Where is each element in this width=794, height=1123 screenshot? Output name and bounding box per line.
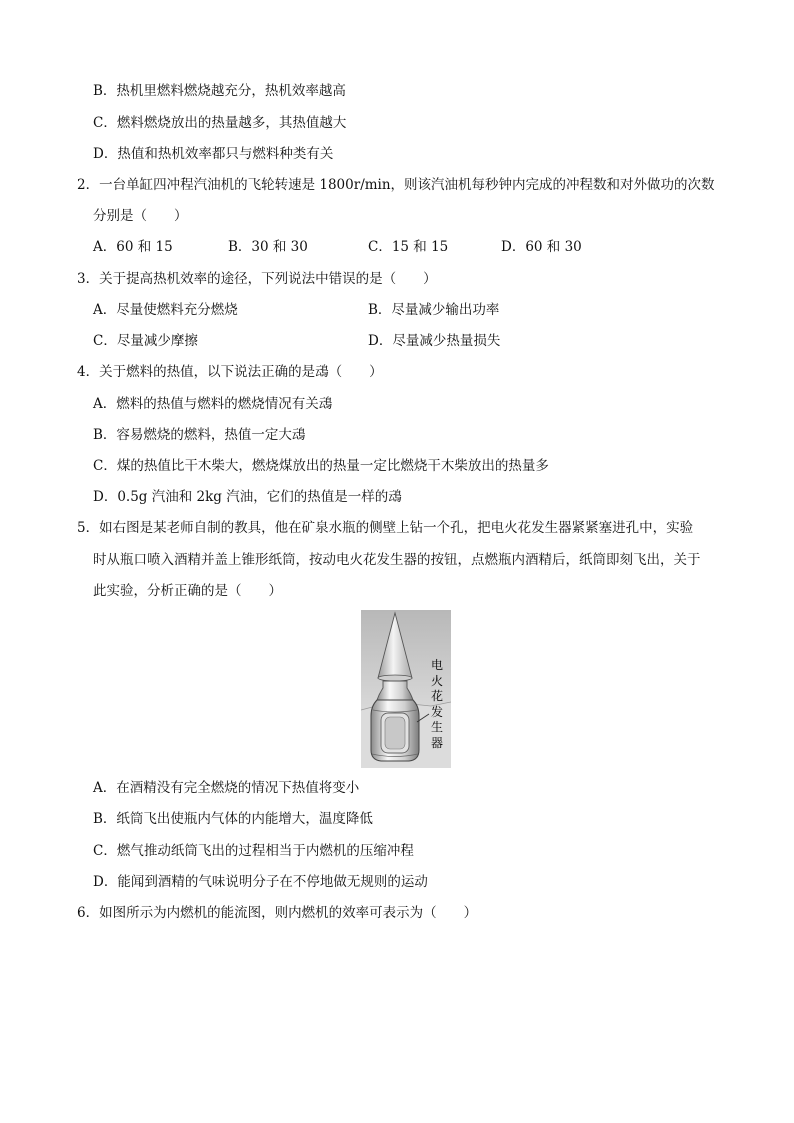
q6-stem: 6．如图所示为内燃机的能流图，则内燃机的效率可表示为（ ） <box>77 905 478 921</box>
q5-stem-line3: 此实验，分析正确的是（ ） <box>93 583 282 599</box>
q5-option-b: B．纸筒飞出使瓶内气体的内能增大，温度降低 <box>93 811 373 827</box>
label-char: 火 <box>431 673 444 688</box>
q1-option-d: D．热值和热机效率都只与燃料种类有关 <box>93 146 334 162</box>
q1-option-b: B．热机里燃料燃烧越充分，热机效率越高 <box>93 83 346 99</box>
q2-option-a: A．60 和 15 <box>93 239 173 255</box>
q3-option-c: C．尽量减少摩擦 <box>93 333 198 349</box>
label-char: 电 <box>431 658 444 672</box>
q3-option-b: B．尽量减少输出功率 <box>368 302 500 318</box>
q2-option-b: B．30 和 30 <box>228 239 308 255</box>
q2-option-c: C．15 和 15 <box>368 239 449 255</box>
label-char: 生 <box>431 720 444 734</box>
q4-option-b: B．容易燃烧的燃料，热值一定大䲰 <box>93 427 306 443</box>
q2-options-row <box>93 238 693 256</box>
q3-stem: 3．关于提高热机效率的途径，下列说法中错误的是（ ） <box>77 271 437 287</box>
label-char: 器 <box>431 735 444 750</box>
q1-option-c: C．燃料燃烧放出的热量越多，其热值越大 <box>93 115 347 131</box>
spark-generator-label <box>431 658 443 751</box>
label-char: 发 <box>431 704 444 719</box>
q2-stem-line1: 2．一台单缸四冲程汽油机的飞轮转速是 1800r/min，则该汽油机每秒钟内完成的冲程数和对外做功的次数 <box>77 177 715 193</box>
q2-option-d: D．60 和 30 <box>501 239 582 255</box>
q4-option-c: C．煤的热值比干木柴大，燃烧煤放出的热量一定比燃烧干木柴放出的热量多 <box>93 458 549 474</box>
q4-option-d: D．0.5g 汽油和 2kg 汽油，它们的热值是一样的䲰 <box>93 489 402 505</box>
q5-option-a: A．在酒精没有完全燃烧的情况下热值将变小 <box>93 780 360 796</box>
q3-option-d: D．尽量减少热量损失 <box>368 333 501 349</box>
q5-stem-line2: 时从瓶口喷入酒精并盖上锥形纸筒，按动电火花发生器的按钮，点燃瓶内酒精后，纸筒即刻飞出，关于 <box>93 552 701 568</box>
q2-stem-line2: 分别是（ ） <box>93 208 188 224</box>
q5-option-c: C．燃气推动纸筒飞出的过程相当于内燃机的压缩冲程 <box>93 843 414 859</box>
q5-stem-line1: 5．如右图是某老师自制的教具，他在矿泉水瓶的侧壁上钻一个孔，把电火花发生器紧紧塞进孔中，实验 <box>77 520 694 536</box>
q3-option-a: A．尽量使燃料充分燃烧 <box>93 302 238 318</box>
q4-stem: 4．关于燃料的热值，以下说法正确的是䲰（ ） <box>77 364 383 380</box>
label-char: 花 <box>431 689 444 703</box>
q5-option-d: D．能闻到酒精的气味说明分子在不停地做无规则的运动 <box>93 874 428 890</box>
q4-option-a: A．燃料的热值与燃料的燃烧情况有关䲰 <box>93 396 333 412</box>
